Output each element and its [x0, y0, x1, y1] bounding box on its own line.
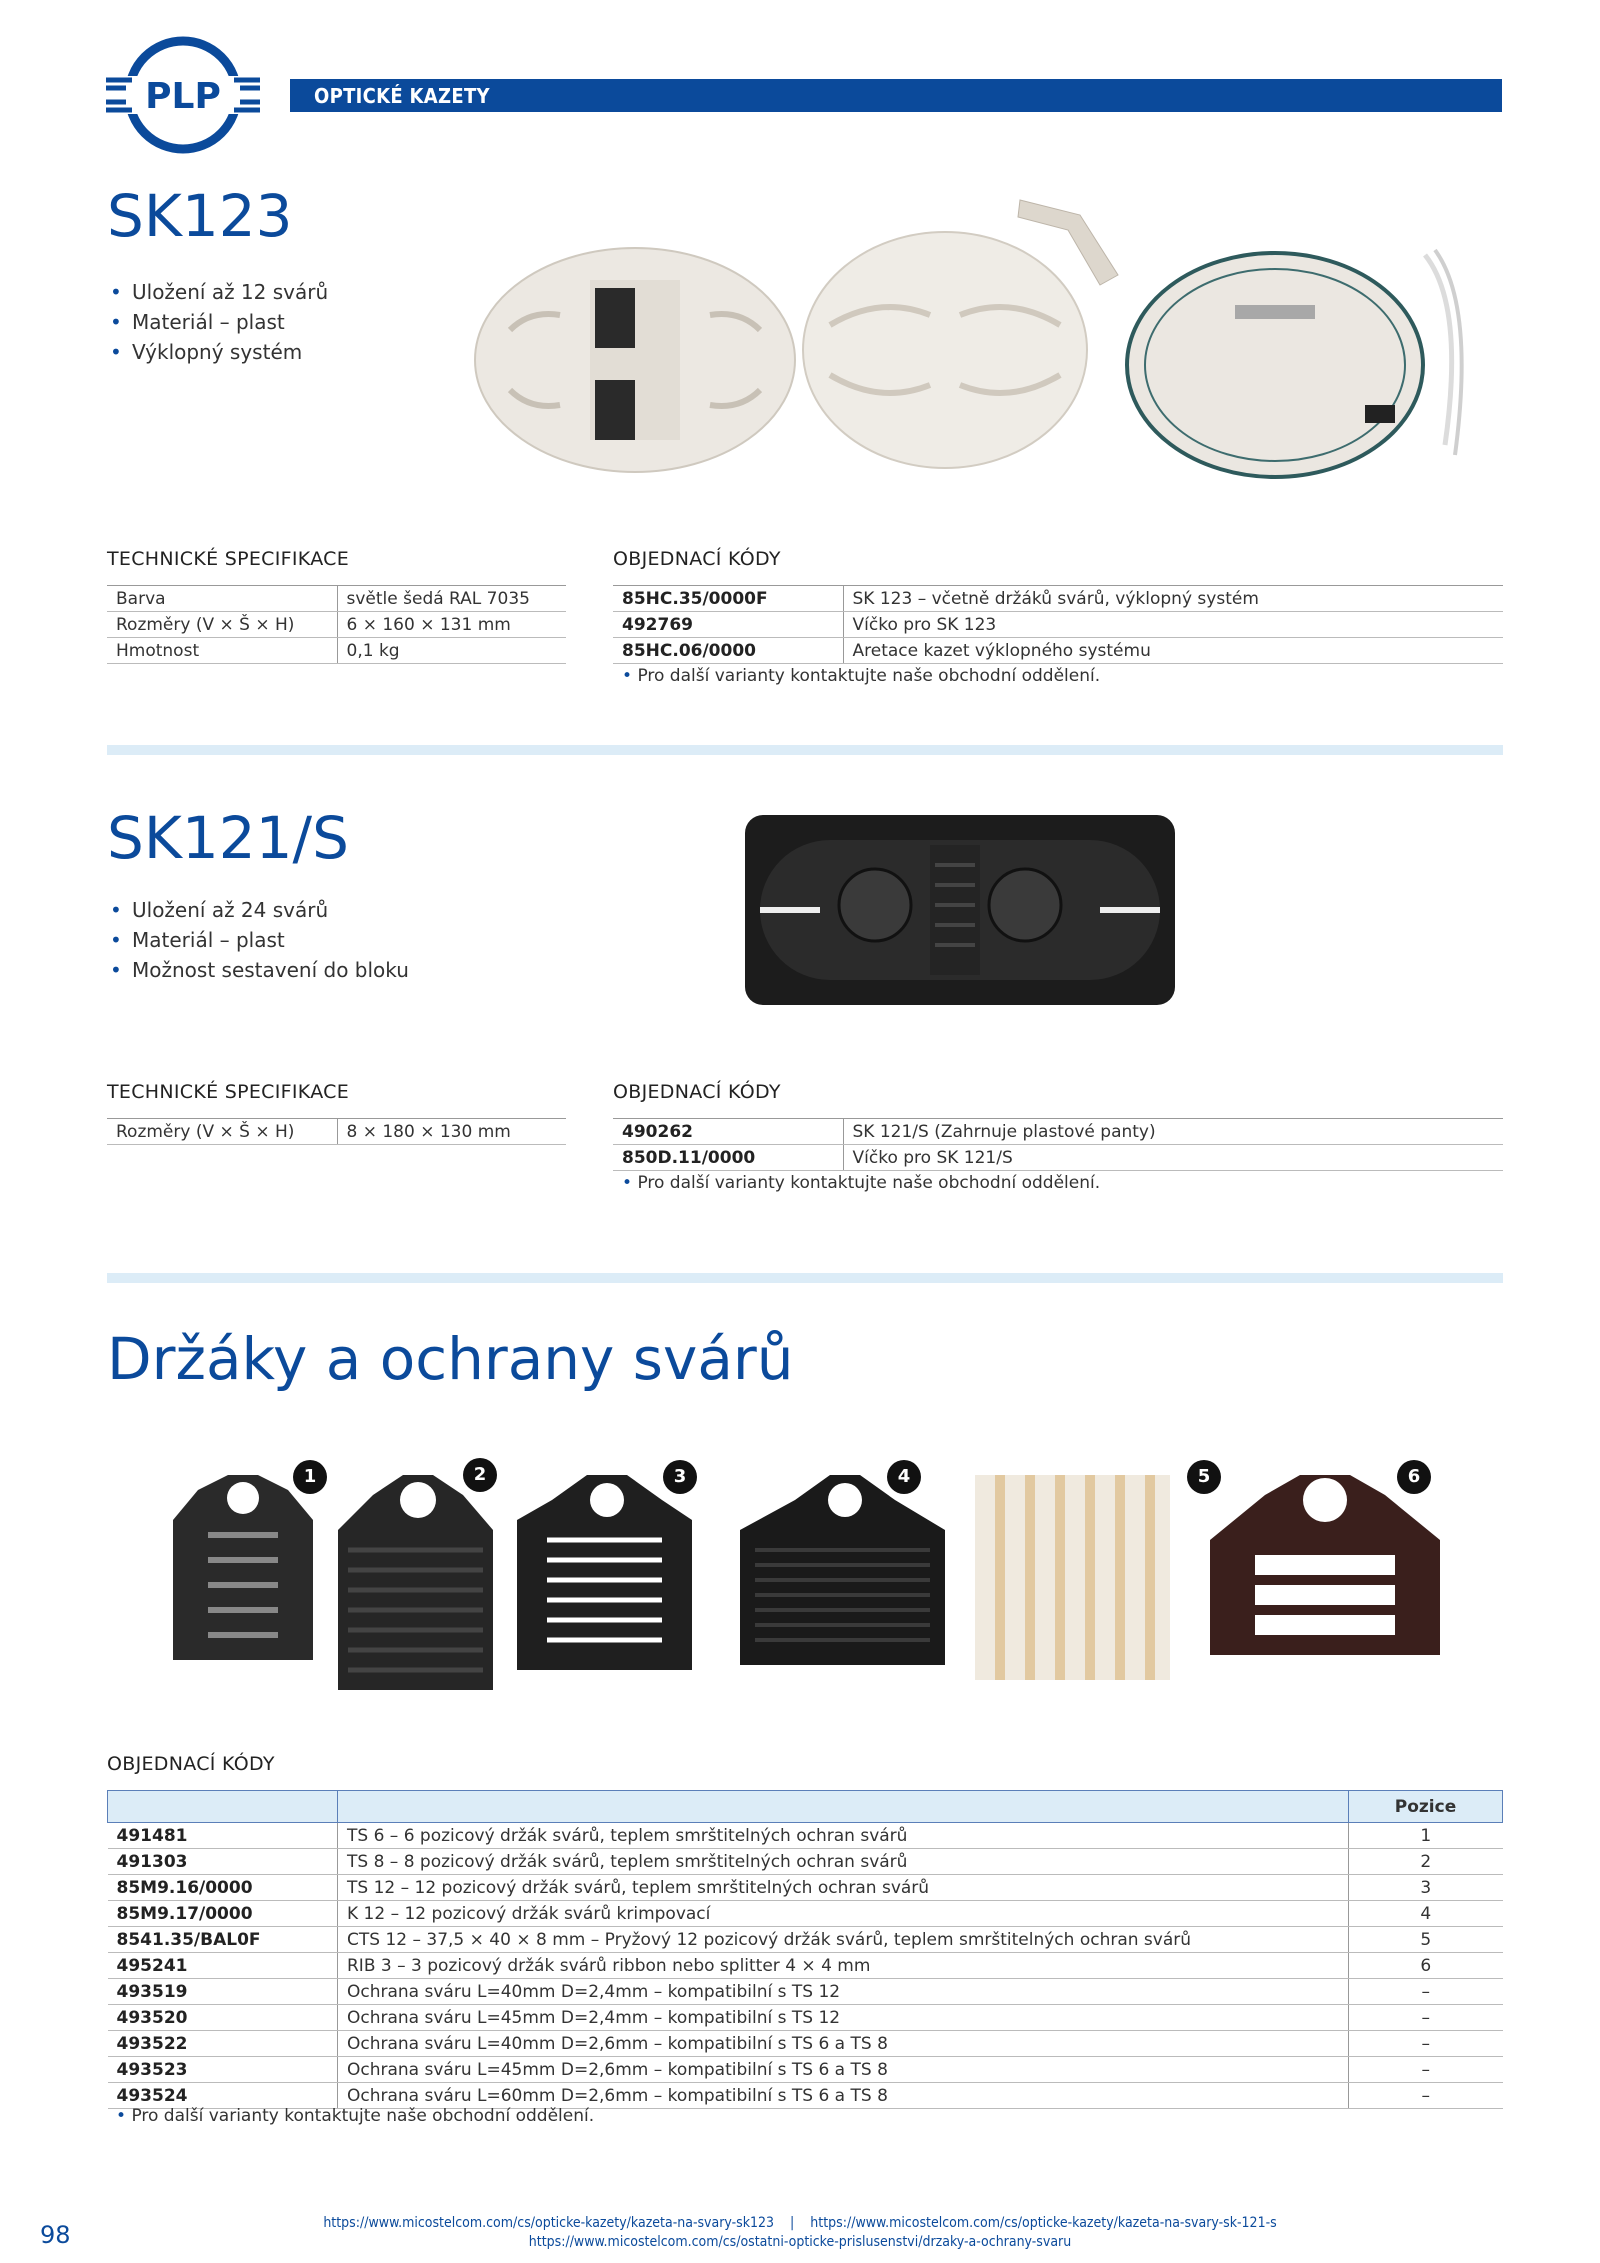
- order-desc: Ochrana sváru L=45mm D=2,4mm – kompatibilní s TS 12: [338, 2005, 1349, 2031]
- sk123-note: • Pro další varianty kontaktujte naše obchodní oddělení.: [622, 666, 1100, 686]
- order-position: 6: [1349, 1953, 1503, 1979]
- footer-separator: |: [790, 2215, 795, 2231]
- table-row: [108, 1875, 1503, 1901]
- table-row: [613, 1119, 1503, 1145]
- spec-label: Rozměry (V × Š × H): [107, 612, 337, 638]
- sk123-assembled-image: [1125, 245, 1480, 485]
- spec-value: 6 × 160 × 131 mm: [337, 612, 566, 638]
- table-row: [613, 612, 1503, 638]
- sk123-title: SK123: [107, 182, 293, 250]
- order-position: –: [1349, 2057, 1503, 2083]
- sk121-title: SK121/S: [107, 804, 349, 872]
- table-row: [613, 638, 1503, 664]
- table-row: [108, 1979, 1503, 2005]
- order-code: 85M9.17/0000: [108, 1901, 338, 1927]
- order-desc: Ochrana sváru L=60mm D=2,6mm – kompatibilní s TS 6 a TS 8: [338, 2083, 1349, 2109]
- sk121-spec-table: [107, 1118, 566, 1145]
- holder-ts12-image: [512, 1470, 697, 1675]
- order-code: 493522: [108, 2031, 338, 2057]
- feature-item: • Výklopný systém: [108, 337, 328, 367]
- order-code: 493523: [108, 2057, 338, 2083]
- order-code: 493519: [108, 1979, 338, 2005]
- order-position: –: [1349, 2005, 1503, 2031]
- feature-item: • Možnost sestavení do bloku: [108, 955, 409, 985]
- table-row: [107, 1119, 566, 1145]
- table-row: [108, 1849, 1503, 1875]
- sk123-codes-heading: OBJEDNACÍ KÓDY: [613, 548, 781, 570]
- order-desc: SK 123 – včetně držáků svárů, výklopný systém: [843, 586, 1503, 612]
- page-number: 98: [40, 2221, 71, 2249]
- section-divider: [107, 745, 1503, 755]
- position-badge: 2: [463, 1458, 497, 1492]
- sk121-features: [108, 895, 409, 985]
- order-desc: Víčko pro SK 121/S: [843, 1145, 1503, 1171]
- footer-link-sk123[interactable]: https://www.micostelcom.com/cs/opticke-kazety/kazeta-na-svary-sk123: [323, 2215, 775, 2231]
- table-row: [613, 586, 1503, 612]
- holder-rib3-image: [1205, 1470, 1445, 1660]
- feature-item: • Materiál – plast: [108, 925, 409, 955]
- order-desc: Ochrana sváru L=45mm D=2,6mm – kompatibilní s TS 6 a TS 8: [338, 2057, 1349, 2083]
- position-badge: 6: [1397, 1460, 1431, 1494]
- order-position: 4: [1349, 1901, 1503, 1927]
- holders-title: Držáky a ochrany svárů: [107, 1325, 794, 1393]
- order-code: 495241: [108, 1953, 338, 1979]
- holder-ts8-image: [333, 1470, 498, 1695]
- holders-note: • Pro další varianty kontaktujte naše obchodní oddělení.: [116, 2106, 594, 2126]
- order-code: 493524: [108, 2083, 338, 2109]
- table-row: [107, 638, 566, 664]
- logo-text: PLP: [145, 76, 221, 117]
- spec-label: Barva: [107, 586, 337, 612]
- position-badge: 3: [663, 1460, 697, 1494]
- order-desc: Ochrana sváru L=40mm D=2,6mm – kompatibilní s TS 6 a TS 8: [338, 2031, 1349, 2057]
- table-row: [108, 2005, 1503, 2031]
- table-row: [108, 1927, 1503, 1953]
- order-position: 2: [1349, 1849, 1503, 1875]
- header-cell: [338, 1791, 1349, 1823]
- footer-link-sk121[interactable]: https://www.micostelcom.com/cs/opticke-kazety/kazeta-na-svary-sk-121-s: [810, 2215, 1277, 2231]
- table-row: [108, 2031, 1503, 2057]
- order-desc: TS 6 – 6 pozicový držák svárů, teplem smrštitelných ochran svárů: [338, 1823, 1349, 1849]
- table-row: [108, 1901, 1503, 1927]
- order-code: 8541.35/BAL0F: [108, 1927, 338, 1953]
- section-header-bar: [290, 79, 1502, 112]
- position-header: Pozice: [1349, 1791, 1503, 1823]
- order-position: 3: [1349, 1875, 1503, 1901]
- order-position: 1: [1349, 1823, 1503, 1849]
- order-position: –: [1349, 2083, 1503, 2109]
- table-row: [108, 1953, 1503, 1979]
- table-row: [107, 586, 566, 612]
- table-row: [108, 2057, 1503, 2083]
- position-badge: 1: [293, 1460, 327, 1494]
- order-code: 491303: [108, 1849, 338, 1875]
- section-divider: [107, 1273, 1503, 1283]
- section-label: OPTICKÉ KAZETY: [314, 84, 490, 108]
- sk121-codes-heading: OBJEDNACÍ KÓDY: [613, 1081, 781, 1103]
- order-code: 490262: [613, 1119, 843, 1145]
- footer-link-holders[interactable]: https://www.micostelcom.com/cs/ostatni-opticke-prislusenstvi/drzaky-a-ochrany-svaru: [528, 2234, 1072, 2250]
- order-code: 85M9.16/0000: [108, 1875, 338, 1901]
- order-desc: TS 8 – 8 pozicový držák svárů, teplem smrštitelných ochran svárů: [338, 1849, 1349, 1875]
- sk123-open-cassette-image: [470, 240, 800, 480]
- feature-item: • Uložení až 24 svárů: [108, 895, 409, 925]
- order-code: 492769: [613, 612, 843, 638]
- order-code: 850D.11/0000: [613, 1145, 843, 1171]
- sk121-spec-heading: TECHNICKÉ SPECIFIKACE: [107, 1081, 350, 1103]
- spec-value: 8 × 180 × 130 mm: [337, 1119, 566, 1145]
- position-badge: 4: [887, 1460, 921, 1494]
- sk121-codes-table: [613, 1118, 1503, 1171]
- holders-codes-table: [107, 1790, 1503, 2109]
- plp-logo: [104, 36, 262, 154]
- spec-label: Rozměry (V × Š × H): [107, 1119, 337, 1145]
- sk121-cassette-image: [735, 795, 1185, 1015]
- sk123-spec-heading: TECHNICKÉ SPECIFIKACE: [107, 548, 350, 570]
- order-code: 85HC.06/0000: [613, 638, 843, 664]
- order-desc: Aretace kazet výklopného systému: [843, 638, 1503, 664]
- sk123-codes-table: [613, 585, 1503, 664]
- order-desc: TS 12 – 12 pozicový držák svárů, teplem smrštitelných ochran svárů: [338, 1875, 1349, 1901]
- holder-k12-image: [735, 1470, 950, 1670]
- sk123-cover-image: [800, 195, 1125, 480]
- order-desc: Ochrana sváru L=40mm D=2,4mm – kompatibilní s TS 12: [338, 1979, 1349, 2005]
- order-position: –: [1349, 2031, 1503, 2057]
- order-desc: SK 121/S (Zahrnuje plastové panty): [843, 1119, 1503, 1145]
- order-position: –: [1349, 1979, 1503, 2005]
- table-row: [108, 2083, 1503, 2109]
- holders-codes-heading: OBJEDNACÍ KÓDY: [107, 1753, 275, 1775]
- order-desc: CTS 12 – 37,5 × 40 × 8 mm – Pryžový 12 pozicový držák svárů, teplem smrštitelných ochran svárů: [338, 1927, 1349, 1953]
- spec-value: světle šedá RAL 7035: [337, 586, 566, 612]
- footer-links: [0, 2214, 1600, 2252]
- spec-label: Hmotnost: [107, 638, 337, 664]
- spec-value: 0,1 kg: [337, 638, 566, 664]
- table-row: [613, 1145, 1503, 1171]
- order-desc: RIB 3 – 3 pozicový držák svárů ribbon nebo splitter 4 × 4 mm: [338, 1953, 1349, 1979]
- order-code: 85HC.35/0000F: [613, 586, 843, 612]
- position-badge: 5: [1187, 1460, 1221, 1494]
- order-desc: Víčko pro SK 123: [843, 612, 1503, 638]
- order-code: 493520: [108, 2005, 338, 2031]
- holder-ts6-image: [168, 1470, 318, 1670]
- feature-item: • Materiál – plast: [108, 307, 328, 337]
- table-row: [107, 612, 566, 638]
- sk121-note: • Pro další varianty kontaktujte naše obchodní oddělení.: [622, 1173, 1100, 1193]
- sk123-features: [108, 277, 328, 367]
- table-row: [108, 1823, 1503, 1849]
- sk123-spec-table: [107, 585, 566, 664]
- order-code: 491481: [108, 1823, 338, 1849]
- header-cell: [108, 1791, 338, 1823]
- order-desc: K 12 – 12 pozicový držák svárů krimpovací: [338, 1901, 1349, 1927]
- feature-item: • Uložení až 12 svárů: [108, 277, 328, 307]
- order-position: 5: [1349, 1927, 1503, 1953]
- table-header-row: [108, 1791, 1503, 1823]
- holder-cts12-image: [970, 1470, 1175, 1685]
